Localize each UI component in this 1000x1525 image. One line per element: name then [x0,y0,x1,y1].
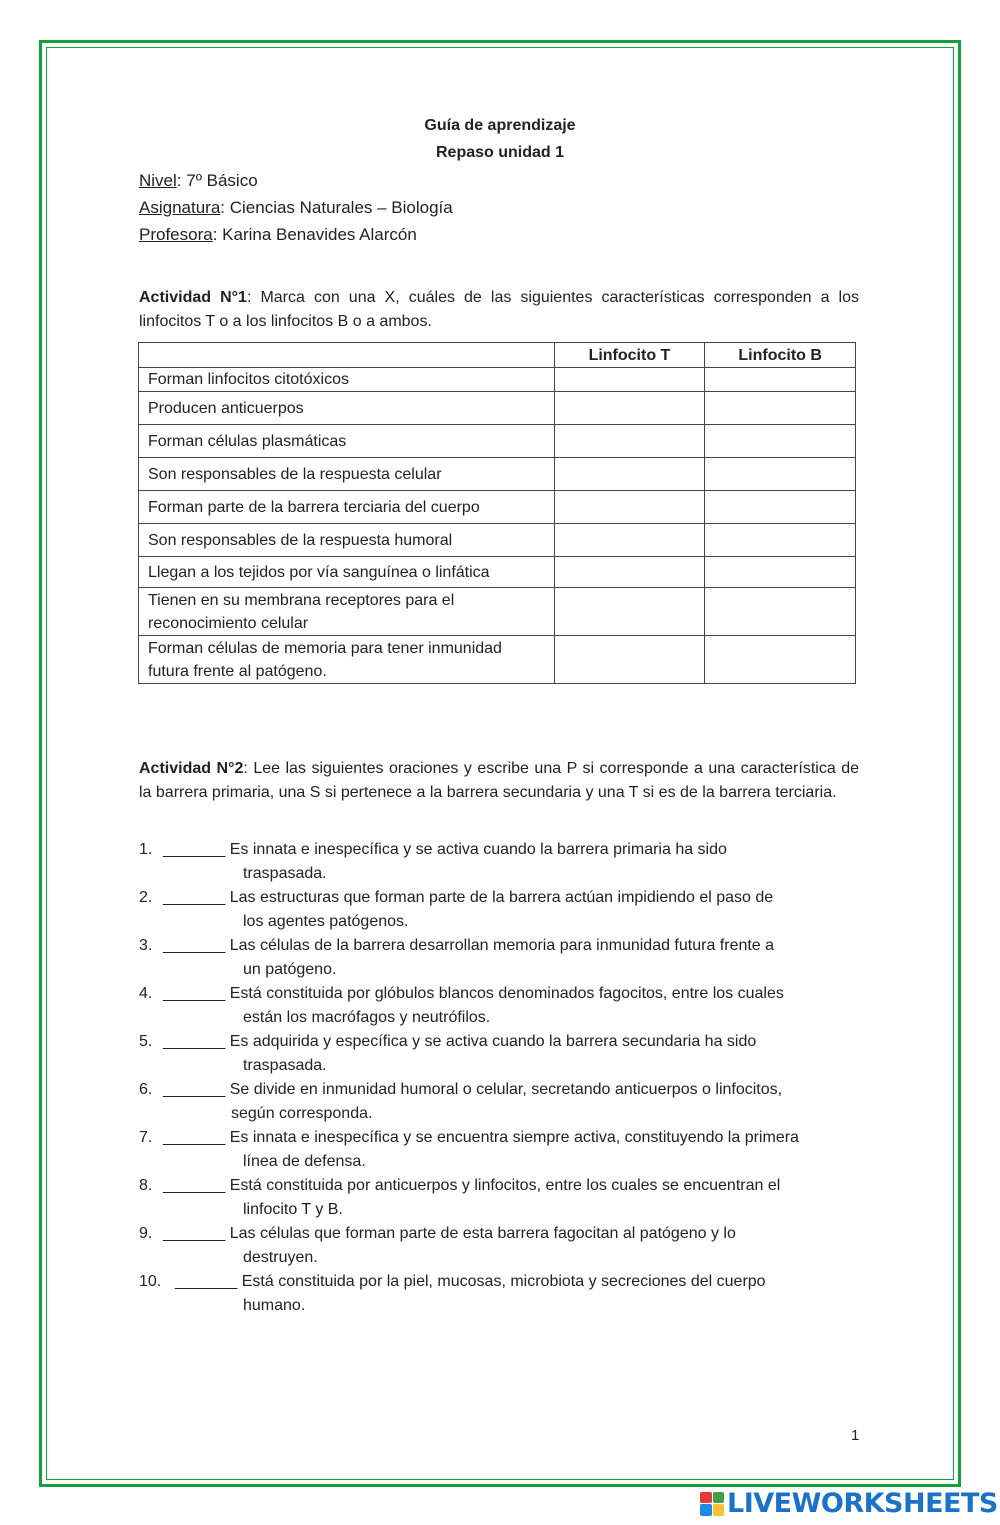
row-label: Forman parte de la barrera terciaria del cuerpo [139,491,555,524]
answer-cell-t[interactable] [554,458,705,491]
item-number: 10. [139,1273,162,1290]
activity2-title: Actividad N°2 [139,760,244,777]
item-continuation: un patógeno. [243,961,337,978]
answer-blank[interactable]: _______ [163,1081,226,1098]
table-row [139,524,856,557]
item-number: 9. [139,1225,153,1242]
item-text: Las células que forman parte de esta barrera fagocitan al patógeno y lo [229,1225,736,1242]
item-text: Está constituida por anticuerpos y linfocitos, entre los cuales se encuentran el [229,1177,781,1194]
table-row [139,458,856,491]
answer-blank[interactable]: _______ [163,889,226,906]
answer-cell-b[interactable] [705,557,856,588]
item-first-line [139,934,859,958]
list-item [139,1174,859,1222]
answer-cell-t[interactable] [554,588,705,636]
activity2-text: : Lee las siguientes oraciones y escribe una P si corresponde a una característica de la barrera primaria, una S si pertenece a la barrera secundaria y una T si es de la barrera terciaria. [139,760,860,801]
item-number: 7. [139,1129,153,1146]
activity2-list [139,838,859,1318]
answer-cell-b[interactable] [705,425,856,458]
answer-cell-t[interactable] [554,557,705,588]
item-first-line [139,1030,859,1054]
item-first-line [139,1174,859,1198]
liveworksheets-logo-icon [700,1492,724,1516]
activity2-instructions [139,757,859,805]
answer-cell-t[interactable] [554,425,705,458]
list-item [139,838,859,886]
brand-watermark [700,1488,998,1519]
item-continuation: humano. [243,1297,306,1314]
table-row [139,491,856,524]
answer-blank[interactable]: _______ [163,1129,226,1146]
asignatura-label: Asignatura [139,198,221,217]
item-continuation: destruyen. [243,1249,318,1266]
answer-cell-b[interactable] [705,588,856,636]
list-item [139,934,859,982]
profesora-value: : Karina Benavides Alarcón [212,225,417,244]
item-number: 6. [139,1081,153,1098]
nivel-line [139,171,258,191]
activity1-table [138,342,856,684]
answer-cell-t[interactable] [554,368,705,392]
profesora-line [139,225,417,245]
page-number: 1 [851,1427,860,1444]
activity1-title: Actividad N°1 [139,289,247,306]
item-text: Las estructuras que forman parte de la barrera actúan impidiendo el paso de [229,889,774,906]
item-number: 5. [139,1033,153,1050]
column-header-linfocito-b: Linfocito B [705,343,856,368]
item-continuation: traspasada. [243,1057,327,1074]
table-row [139,392,856,425]
document-title: Guía de aprendizaje [424,117,576,134]
row-label: Forman linfocitos citotóxicos [139,368,555,392]
table-row [139,557,856,588]
row-label: Llegan a los tejidos por vía sanguínea o linfática [139,557,555,588]
table-row [139,636,856,684]
item-continuation: están los macrófagos y neutrófilos. [243,1009,491,1026]
answer-cell-b[interactable] [705,636,856,684]
item-number: 2. [139,889,153,906]
nivel-label: Nivel [139,171,177,190]
answer-cell-t[interactable] [554,491,705,524]
item-text: Es innata e inespecífica y se activa cuando la barrera primaria ha sido [229,841,727,858]
list-item [139,982,859,1030]
document-subtitle: Repaso unidad 1 [435,144,565,161]
item-first-line [139,1078,859,1102]
answer-cell-t[interactable] [554,524,705,557]
list-item [139,1030,859,1078]
answer-cell-t[interactable] [554,636,705,684]
answer-cell-b[interactable] [705,458,856,491]
answer-blank[interactable]: _______ [163,1033,226,1050]
answer-cell-b[interactable] [705,368,856,392]
item-continuation: línea de defensa. [243,1153,366,1170]
answer-cell-b[interactable] [705,491,856,524]
item-number: 8. [139,1177,153,1194]
item-continuation: según corresponda. [231,1105,373,1122]
answer-blank[interactable]: _______ [163,985,226,1002]
item-continuation: traspasada. [243,865,327,882]
item-continuation: linfocito T y B. [243,1201,343,1218]
row-label: Forman células plasmáticas [139,425,555,458]
answer-cell-b[interactable] [705,524,856,557]
item-first-line [139,1126,859,1150]
table-row [139,368,856,392]
row-label: Son responsables de la respuesta humoral [139,524,555,557]
item-first-line [139,838,859,862]
row-label: Son responsables de la respuesta celular [139,458,555,491]
item-text: Se divide en inmunidad humoral o celular, secretando anticuerpos o linfocitos, [229,1081,783,1098]
row-label: Producen anticuerpos [139,392,555,425]
answer-cell-t[interactable] [554,392,705,425]
answer-blank[interactable]: _______ [163,1177,226,1194]
asignatura-line [139,198,453,218]
item-number: 1. [139,841,153,858]
brand-name: LIVEWORKSHEETS [727,1488,998,1519]
list-item [139,1270,859,1318]
answer-blank[interactable]: _______ [175,1273,238,1290]
activity1-instructions [139,286,859,334]
list-item [139,1126,859,1174]
list-item [139,1078,859,1126]
item-continuation: los agentes patógenos. [243,913,409,930]
column-header [139,343,555,368]
profesora-label: Profesora [139,225,213,244]
table-header-row [139,343,856,368]
nivel-value: : 7º Básico [176,171,258,190]
item-text: Está constituida por la piel, mucosas, microbiota y secreciones del cuerpo [241,1273,766,1290]
item-number: 3. [139,937,153,954]
answer-blank[interactable]: _______ [163,937,226,954]
item-number: 4. [139,985,153,1002]
list-item [139,886,859,934]
answer-blank[interactable]: _______ [163,1225,226,1242]
item-text: Es adquirida y específica y se activa cuando la barrera secundaria ha sido [229,1033,757,1050]
item-first-line [139,886,859,910]
table-row [139,588,856,636]
item-text: Las células de la barrera desarrollan memoria para inmunidad futura frente a [229,937,775,954]
table-row [139,425,856,458]
answer-blank[interactable]: _______ [163,841,226,858]
row-label: Tienen en su membrana receptores para el reconocimiento celular [139,588,555,636]
item-first-line [139,1270,859,1294]
list-item [139,1222,859,1270]
item-first-line [139,1222,859,1246]
answer-cell-b[interactable] [705,392,856,425]
activity1-text: : Marca con una X, cuáles de las siguientes características corresponden a los linfocitos T o a los linfocitos B o a ambos. [139,289,860,330]
asignatura-value: : Ciencias Naturales – Biología [220,198,453,217]
column-header-linfocito-t: Linfocito T [554,343,705,368]
row-label: Forman células de memoria para tener inmunidad futura frente al patógeno. [139,636,555,684]
item-text: Está constituida por glóbulos blancos denominados fagocitos, entre los cuales [229,985,784,1002]
item-text: Es innata e inespecífica y se encuentra siempre activa, constituyendo la primera [229,1129,799,1146]
item-first-line [139,982,859,1006]
